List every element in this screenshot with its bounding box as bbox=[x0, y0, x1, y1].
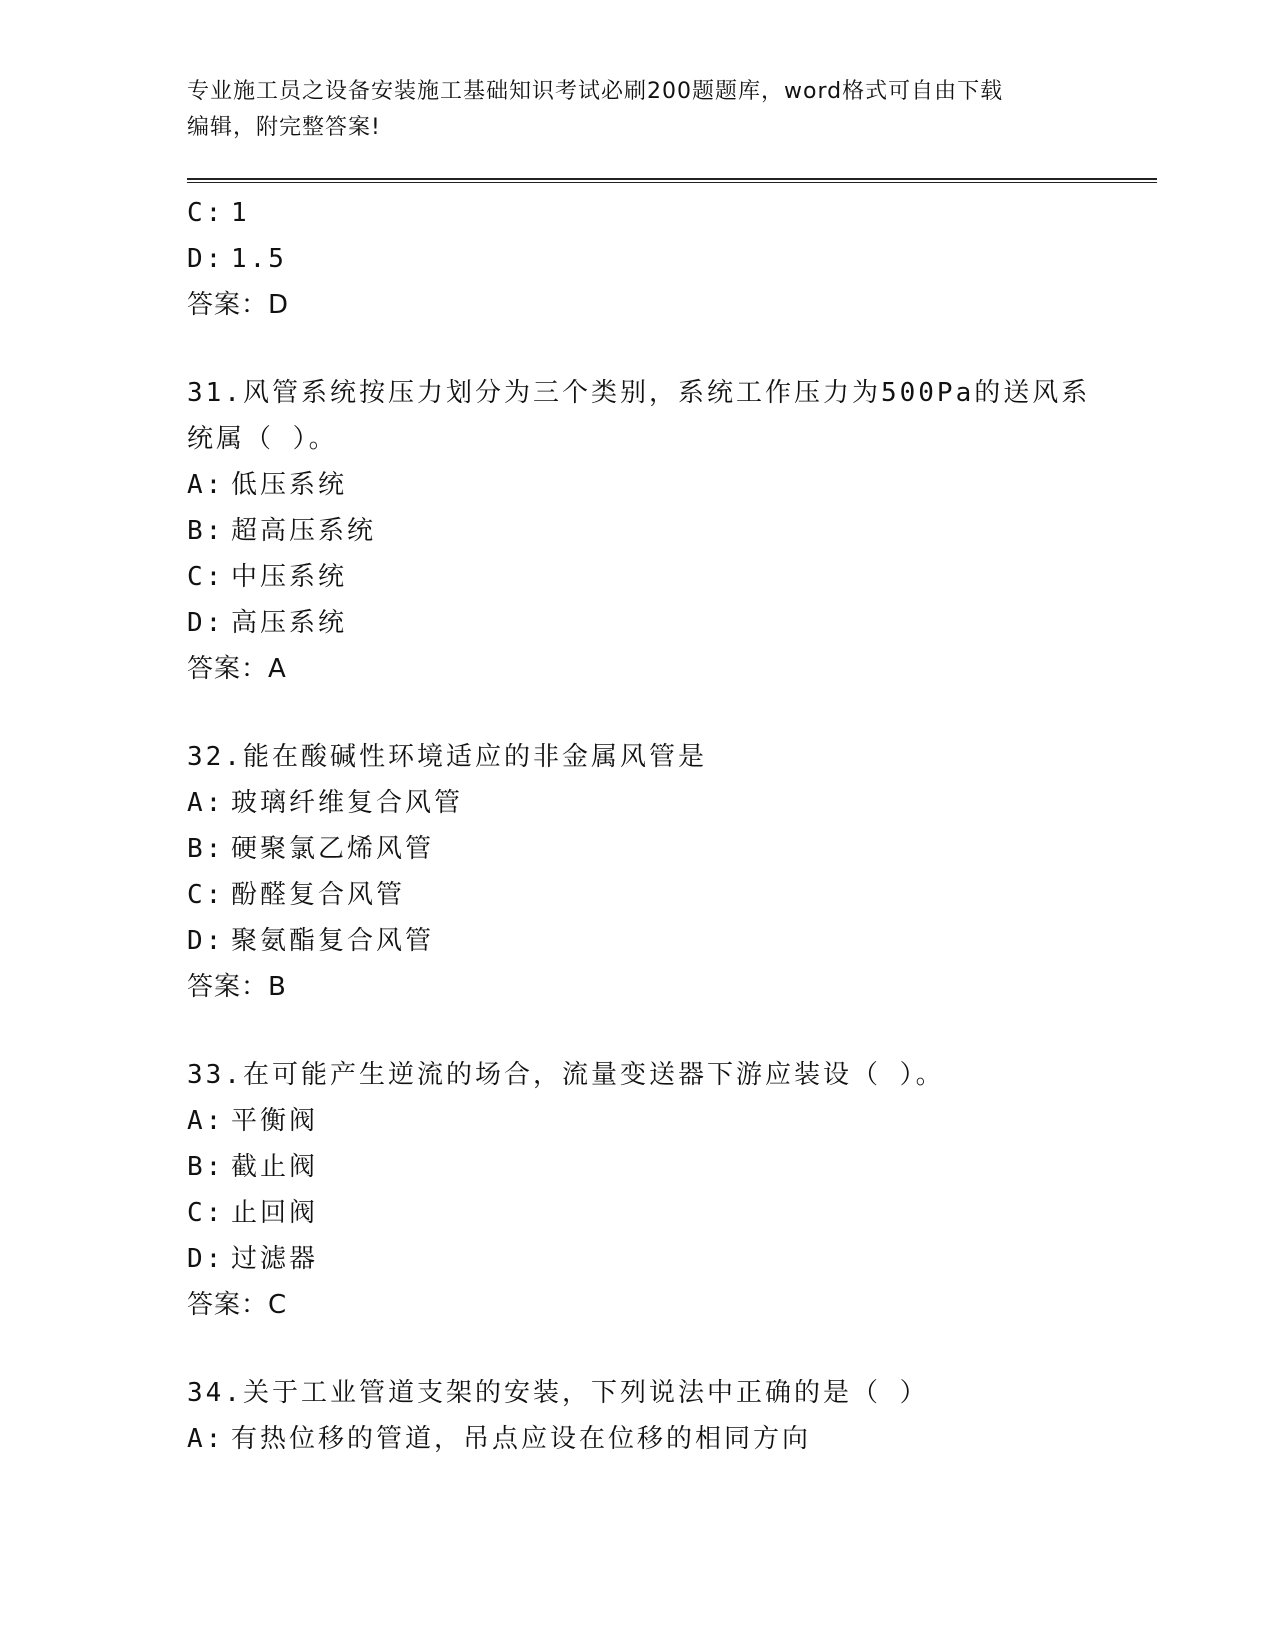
option-text: 低压系统 bbox=[231, 470, 348, 500]
option-a bbox=[187, 1416, 1157, 1462]
spacer bbox=[187, 1328, 1157, 1370]
option-text: 超高压系统 bbox=[231, 516, 377, 546]
option-key: D: bbox=[187, 244, 225, 274]
answer-line: 答案：A bbox=[187, 654, 287, 684]
option-a bbox=[187, 780, 1157, 826]
option-key: A: bbox=[187, 470, 225, 500]
question-list bbox=[187, 190, 1157, 1462]
spacer bbox=[187, 328, 1157, 370]
header-line-2: 编辑，附完整答案! bbox=[187, 115, 381, 140]
option-text: 玻璃纤维复合风管 bbox=[231, 788, 464, 818]
option-key: D: bbox=[187, 926, 225, 956]
option-b bbox=[187, 1144, 1157, 1190]
option-text: 平衡阀 bbox=[231, 1106, 319, 1136]
option-key: A: bbox=[187, 1106, 225, 1136]
option-key: B: bbox=[187, 1152, 225, 1182]
option-key: D: bbox=[187, 1244, 225, 1274]
option-d bbox=[187, 600, 1157, 646]
option-key: B: bbox=[187, 516, 225, 546]
header-line-1: 专业施工员之设备安装施工基础知识考试必刷200题题库，word格式可自由下载 bbox=[187, 79, 1004, 104]
option-c bbox=[187, 554, 1157, 600]
option-text: 硬聚氯乙烯风管 bbox=[231, 834, 435, 864]
header-divider bbox=[187, 178, 1157, 183]
option-key: C: bbox=[187, 880, 225, 910]
option-key: B: bbox=[187, 834, 225, 864]
question-stem-continued: 统属（ ）。 bbox=[187, 424, 338, 454]
option-d bbox=[187, 918, 1157, 964]
answer-line: 答案：B bbox=[187, 972, 287, 1002]
option-text: 止回阀 bbox=[231, 1198, 319, 1228]
question-31 bbox=[187, 370, 1157, 692]
spacer bbox=[187, 692, 1157, 734]
option-text: 聚氨酯复合风管 bbox=[231, 926, 435, 956]
option-key: C: bbox=[187, 1198, 225, 1228]
option-a bbox=[187, 1098, 1157, 1144]
option-b bbox=[187, 826, 1157, 872]
option-c bbox=[187, 1190, 1157, 1236]
option-c bbox=[187, 190, 1157, 236]
spacer bbox=[187, 1010, 1157, 1052]
option-text: 中压系统 bbox=[231, 562, 348, 592]
option-b bbox=[187, 508, 1157, 554]
question-33 bbox=[187, 1052, 1157, 1328]
question-32 bbox=[187, 734, 1157, 1010]
option-key: C: bbox=[187, 562, 225, 592]
option-text: 有热位移的管道，吊点应设在位移的相同方向 bbox=[231, 1424, 812, 1454]
answer-line: 答案：D bbox=[187, 290, 290, 320]
option-text: 过滤器 bbox=[231, 1244, 319, 1274]
question-stem: 32.能在酸碱性环境适应的非金属风管是 bbox=[187, 742, 707, 772]
option-key: A: bbox=[187, 1424, 225, 1454]
document-header bbox=[187, 74, 1087, 146]
question-34 bbox=[187, 1370, 1157, 1462]
option-text: 高压系统 bbox=[231, 608, 348, 638]
question-stem: 31.风管系统按压力划分为三个类别，系统工作压力为500Pa的送风系 bbox=[187, 378, 1091, 408]
option-key: C: bbox=[187, 198, 225, 228]
option-key: A: bbox=[187, 788, 225, 818]
question-stem: 33.在可能产生逆流的场合，流量变送器下游应装设（ ）。 bbox=[187, 1060, 945, 1090]
option-text: 1.5 bbox=[231, 244, 287, 274]
option-a bbox=[187, 462, 1157, 508]
option-text: 1 bbox=[231, 198, 250, 228]
question-30-tail bbox=[187, 190, 1157, 328]
option-text: 酚醛复合风管 bbox=[231, 880, 406, 910]
answer-line: 答案：C bbox=[187, 1290, 288, 1320]
option-d bbox=[187, 1236, 1157, 1282]
option-c bbox=[187, 872, 1157, 918]
option-key: D: bbox=[187, 608, 225, 638]
option-text: 截止阀 bbox=[231, 1152, 319, 1182]
question-stem: 34.关于工业管道支架的安装，下列说法中正确的是（ ） bbox=[187, 1378, 929, 1408]
option-d bbox=[187, 236, 1157, 282]
